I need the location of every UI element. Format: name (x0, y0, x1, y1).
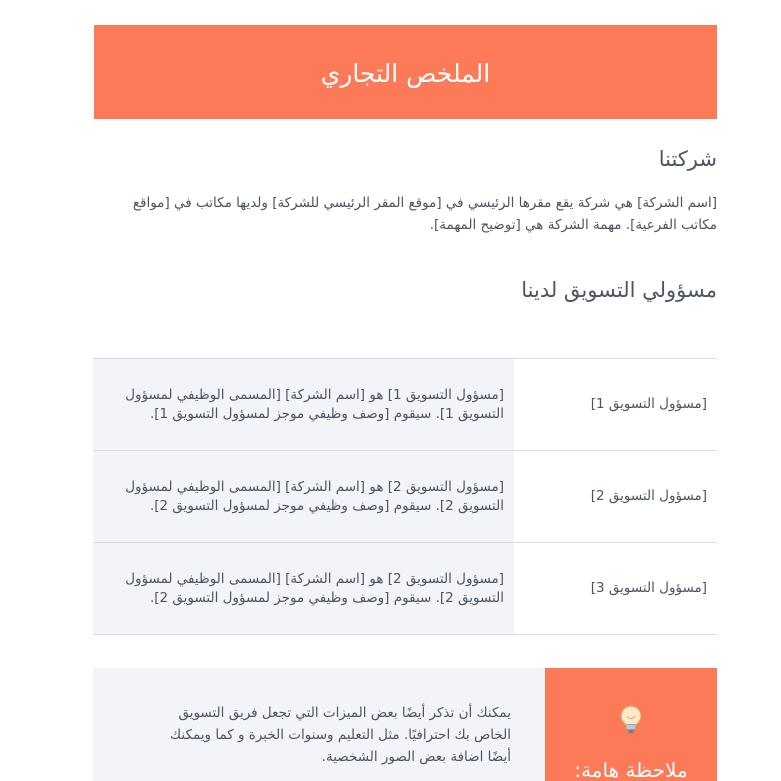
description-text: [مسؤول التسويق 1] هو [اسم الشركة] [المسمى الوظيفي لمسؤول التسويق 1]. سيقوم [وصف وظيفي موجز لمسؤول التسويق 1]. (125, 386, 504, 422)
description-cell (93, 451, 514, 543)
role-cell: [مسؤول التسويق 2] (514, 451, 717, 543)
table-row (93, 543, 717, 635)
note-text: يمكنك أن تذكر أيضًا بعض الميزات التي تجعل فريق التسويق الخاص بك احترافيًا. مثل التعليم وسنوات الخبرة و كما ويمكنك أيضًا اضافة بعض الصور الشخصية. (170, 705, 511, 765)
note-box (93, 668, 717, 781)
role-cell: [مسؤول التسويق 1] (514, 359, 717, 451)
team-table (93, 358, 717, 635)
description-text: [مسؤول التسويق 2] هو [اسم الشركة] [المسمى الوظيفي لمسؤول التسويق 2]. سيقوم [وصف وظيفي موجز لمسؤول التسويق 2]. (125, 478, 504, 514)
description-text: [مسؤول التسويق 2] هو [اسم الشركة] [المسمى الوظيفي لمسؤول التسويق 2]. سيقوم [وصف وظيفي موجز لمسؤول التسويق 2]. (125, 570, 504, 606)
role-cell: [مسؤول التسويق 3] (514, 543, 717, 635)
about-heading: شركتنا (658, 147, 717, 171)
description-cell (93, 359, 514, 451)
about-text: [اسم الشركة] هي شركة يقع مقرها الرئيسي في [موقع المقر الرئيسي للشركة] ولديها مكاتب في [مواقع مكاتب الفرعية]. مهمة الشركة هي [توضيح المهمة]. (132, 195, 717, 233)
header-banner (94, 25, 717, 119)
team-heading: مسؤولي التسويق لدينا (521, 278, 717, 302)
lightbulb-icon (617, 704, 645, 738)
note-title: ملاحظة هامة: (574, 758, 688, 781)
table-row (93, 359, 717, 451)
page-title: الملخص التجاري (320, 58, 491, 88)
table-row (93, 451, 717, 543)
note-side-panel (545, 668, 717, 781)
description-cell (93, 543, 514, 635)
